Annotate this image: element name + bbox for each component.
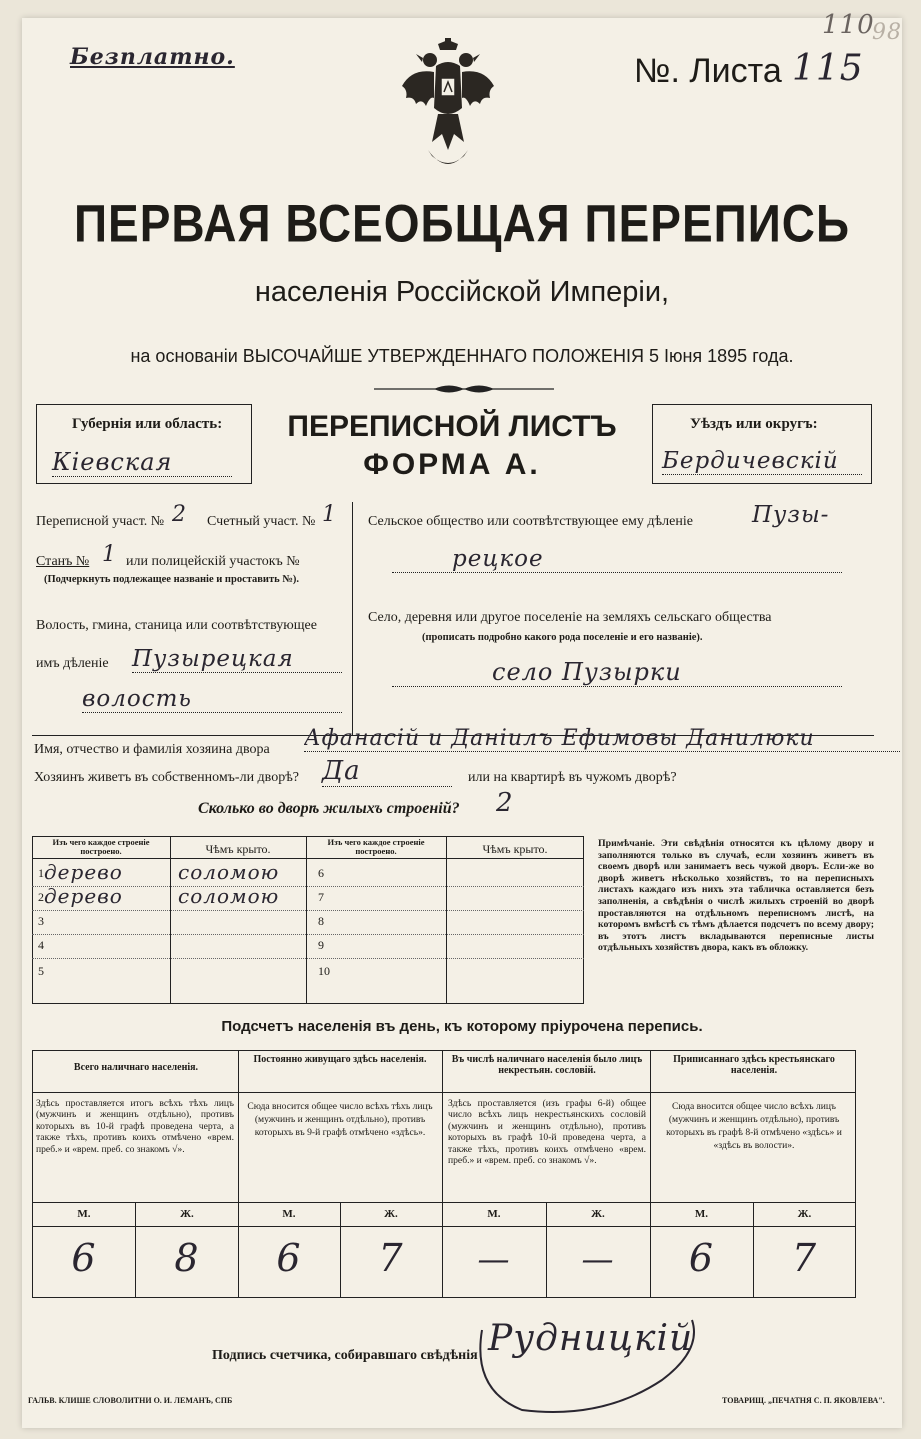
- owner-name-label: Имя, отчество и фамилія хозяина двора: [34, 742, 270, 757]
- signature-value: Рудницкій: [488, 1318, 694, 1359]
- col-material-header-left: Изъ чего каждое строеніе построено.: [52, 837, 150, 856]
- lives-rent-label: или на квартирѣ въ чужомъ дворѣ?: [468, 770, 677, 785]
- pop-m-label: М.: [77, 1208, 91, 1220]
- pop-f-value: —: [581, 1240, 615, 1278]
- lives-own-label: Хозяинъ живетъ въ собственномъ-ли дворѣ?: [34, 770, 300, 785]
- row-num: 1: [38, 866, 44, 880]
- stan-label: Станъ №: [36, 554, 90, 569]
- society-value-2: рецкое: [392, 546, 842, 573]
- village-value: село Пузырки: [392, 658, 842, 687]
- row-roof: соломою: [178, 860, 280, 884]
- gubernia-label: Губернія или область:: [72, 416, 223, 432]
- buildings-count-label: Сколько во дворѣ жилыхъ строеній?: [198, 800, 460, 817]
- row-roof: соломою: [178, 884, 280, 908]
- society-value-1: Пузы-: [752, 502, 830, 528]
- pop-f-label: Ж.: [180, 1208, 194, 1220]
- stan-value: 1: [102, 542, 117, 567]
- page-title: ПЕРВАЯ ВСЕОБЩАЯ ПЕРЕПИСЬ: [73, 193, 851, 253]
- row-num: 9: [318, 938, 324, 952]
- owner-name-value: Афанасій и Даніилъ Ефимовы Данилюки: [304, 726, 900, 752]
- census-district-value: 2: [172, 502, 187, 527]
- row-num: 8: [318, 914, 324, 928]
- row-num: 2: [38, 890, 44, 904]
- lives-own-value: Да: [322, 756, 452, 787]
- pop-m-label: М.: [282, 1208, 296, 1220]
- page-subtitle: населенія Россійской Имперіи,: [254, 276, 670, 308]
- pop-col-desc: Здѣсь проставляется итогъ всѣхъ тѣхъ лицъ (мужчинъ и женщинъ отдѣльно), противъ которыхъ въ 10-й графѣ проведена черта, а также тѣхъ, противъ коихъ отмѣчено «врем. преб.» и «врем. преб. со знакомъ √».: [36, 1098, 234, 1155]
- village-label: Село, деревня или другое поселеніе на земляхъ сельскаго общества: [368, 610, 772, 625]
- col-material-header-right: Изъ чего каждое строеніе построено.: [327, 837, 425, 856]
- pop-f-label: Ж.: [797, 1208, 812, 1220]
- pop-f-label: Ж.: [591, 1208, 605, 1220]
- corner-note-2: 110: [822, 10, 875, 40]
- population-title: Подсчетъ населенія въ день, къ которому пріурочена перепись.: [221, 1018, 703, 1035]
- ornament-divider-icon: [374, 382, 554, 396]
- pop-m-label: М.: [694, 1208, 709, 1220]
- row-material: дерево: [44, 860, 123, 884]
- pop-col-desc: Сюда вносится общее число всѣхъ тѣхъ лицъ (мужчинъ и женщинъ отдѣльно), противъ которыхъ въ 9-й графѣ отмѣчено «здѣсь».: [247, 1101, 433, 1138]
- pop-col-header: Всего наличнаго населенія.: [73, 1062, 199, 1073]
- col-roof-header-left: Чѣмъ крыто.: [205, 842, 271, 856]
- row-num: 5: [38, 964, 44, 978]
- count-district-value: 1: [322, 502, 337, 527]
- volost-value-1: Пузырецкая: [132, 646, 342, 673]
- pop-m-value: 6: [276, 1236, 302, 1280]
- village-note: (прописать подробно какого рода поселеніе и его названіе).: [422, 632, 703, 643]
- census-sheet: [22, 10, 902, 1428]
- society-label: Сельское общество или соотвѣтствующее ему дѣленіе: [368, 514, 693, 529]
- signature-label: Подпись счетчика, собиравшаго свѣдѣнія: [212, 1348, 478, 1363]
- pop-col-desc: Здѣсь проставляется (изъ графы 6-й) общее число всѣхъ лицъ некрестьянскихъ сословій (мужчинъ и женщинъ отдѣльно), противъ которыхъ въ графѣ 10-й проведена черта, а также тѣхъ, противъ коихъ отмѣчено «врем. преб.» и «врем. преб. со знакомъ √».: [448, 1098, 646, 1167]
- form-title: ПЕРЕПИСНОЙ ЛИСТЪ: [287, 410, 617, 443]
- row-num: 10: [318, 964, 330, 978]
- count-district-label: Счетный участ. №: [207, 514, 316, 529]
- buildings-count-value: 2: [496, 788, 514, 818]
- sheet-number-value: 115: [792, 48, 864, 89]
- row-num: 4: [38, 938, 44, 952]
- printer-left: ГАЛЬВ. КЛИШЕ СЛОВОЛИТНИ О. И. ЛЕМАНЪ, СПБ: [28, 1396, 233, 1405]
- printer-right: ТОВАРИЩ. „ПЕЧАТНЯ С. П. ЯКОВЛЕВА".: [722, 1396, 885, 1405]
- pop-col-header: Постоянно живущаго здѣсь населенія.: [253, 1054, 427, 1065]
- pop-col-desc: Сюда вносится общее число всѣхъ лицъ (мужчинъ и женщинъ отдѣльно), противъ которыхъ въ графѣ 8-й отмѣчено «здѣсь» и «здѣсь въ волости».: [666, 1101, 842, 1151]
- row-material: дерево: [44, 884, 123, 908]
- double-headed-eagle-icon: [398, 38, 498, 188]
- signature-flourish-icon: [462, 1310, 722, 1420]
- free-label: Безплатно.: [70, 44, 235, 70]
- pop-f-value: 7: [791, 1236, 818, 1280]
- volost-label: Волость, гмина, станица или соотвѣтствующее: [36, 618, 317, 633]
- sheet-number-label: №. Листа: [634, 52, 782, 90]
- buildings-note: Примѣчаніе. Эти свѣдѣнія относятся къ цѣлому двору и заполняются только въ случаѣ, если хозяинъ живетъ въ своемъ дворѣ или занимаетъ весь чужой дворъ. Если-же во дворѣ живетъ нѣсколько хозяйствъ, то на переписныхъ листахъ каждаго изъ нихъ эта табличка оставляется безъ заполненія, а свѣдѣнія о числѣ жилыхъ строеній во дворѣ проставляются на отдѣльномъ переписномъ листѣ, на которомъ вмѣстѣ съ тѣмъ дѣлается подсчетъ по всему двору; въ этотъ листъ вкладываются переписные листы отдѣльныхъ хозяйствъ двора, какъ въ обложку.: [598, 838, 874, 954]
- pop-f-value: 7: [378, 1236, 404, 1280]
- pop-m-value: 6: [71, 1236, 97, 1280]
- police-label: или полицейскій участокъ №: [126, 554, 300, 569]
- gubernia-value: Кіевская: [52, 448, 232, 477]
- pop-m-value: —: [477, 1240, 511, 1278]
- row-num: 7: [318, 890, 324, 904]
- pop-f-value: 8: [174, 1236, 200, 1280]
- basis-line: на основаніи ВЫСОЧАЙШЕ УТВЕРЖДЕННАГО ПОЛОЖЕНІЯ 5 Іюня 1895 года.: [130, 346, 794, 366]
- volost-value-2: волость: [82, 686, 342, 713]
- pop-m-value: 6: [688, 1236, 715, 1280]
- pop-m-label: М.: [487, 1208, 501, 1220]
- form-name: ФОРМА А.: [363, 448, 541, 481]
- row-num: 6: [318, 866, 324, 880]
- row-num: 3: [38, 914, 44, 928]
- pop-col-header: Приписаннаго здѣсь крестьянскаго населенія.: [673, 1054, 835, 1076]
- corner-note: 98: [872, 20, 902, 45]
- underline-note: (Подчеркнуть подлежащее названіе и проставить №).: [44, 574, 299, 585]
- col-roof-header-right: Чѣмъ крыто.: [482, 842, 548, 856]
- uezd-label: Уѣздъ или округъ:: [690, 416, 818, 432]
- census-district-label: Переписной участ. №: [36, 514, 165, 529]
- volost-label-2: имъ дѣленіе: [36, 656, 109, 671]
- pop-col-header: Въ числѣ наличнаго населенія было лицъ некрестьян. сословій.: [451, 1054, 643, 1076]
- uezd-value: Бердичевскій: [662, 448, 862, 475]
- pop-f-label: Ж.: [384, 1208, 398, 1220]
